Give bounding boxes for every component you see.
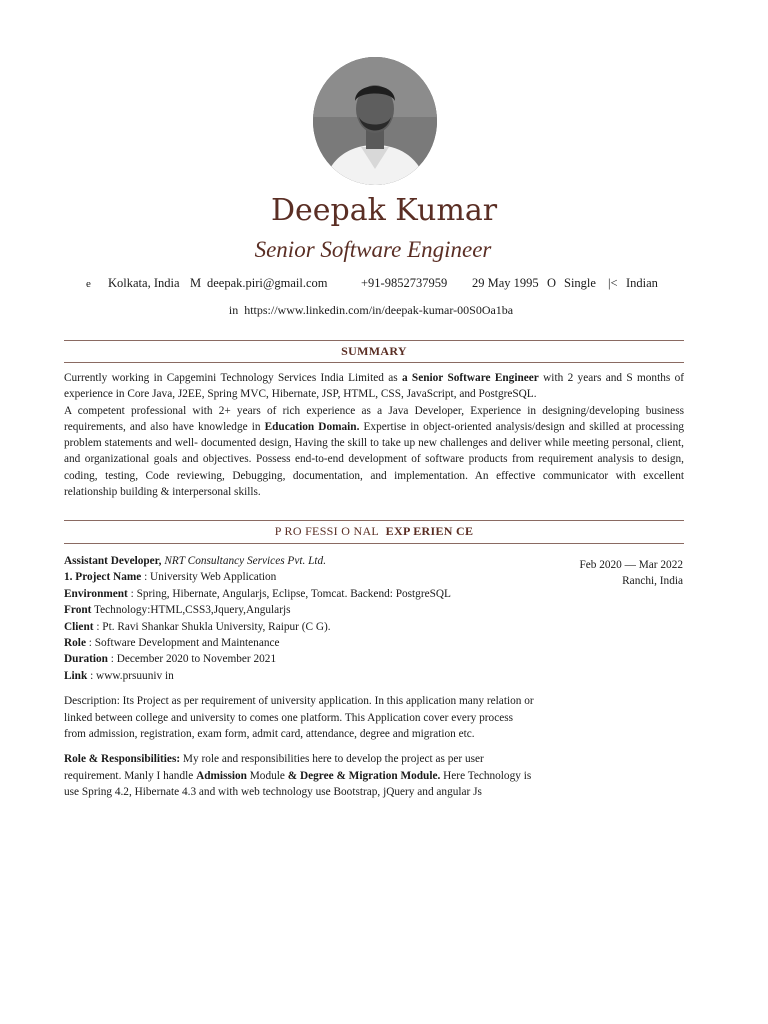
linkedin-row — [0, 303, 742, 318]
summary-emphasis: a Senior Software Engineer — [401, 372, 539, 384]
field-label: Role — [64, 637, 86, 650]
field-value: : University Web Application — [141, 571, 277, 584]
marital-icon: O — [547, 276, 557, 290]
summary-text: with 2 years and S months of experience in Core Java, J2EE, Spring MVC, Hibernate, JSP, HTML, CSS, JavaScript, and PostgreSQL. — [64, 372, 684, 401]
summary-section — [64, 370, 684, 500]
field-value: Module — [246, 769, 288, 782]
nationality-icon: |< — [608, 276, 618, 290]
duration-line — [64, 651, 534, 667]
front-line — [64, 602, 534, 618]
environment-line — [64, 586, 534, 602]
client-line — [64, 619, 534, 635]
experience-heading — [64, 524, 684, 539]
field-emphasis: Admission — [196, 769, 247, 782]
summary-bottom-rule — [64, 362, 684, 363]
phone-text: +91-9852737959 — [361, 276, 448, 290]
email-icon: M — [190, 276, 202, 290]
project-link[interactable]: : www.prsuuniv in — [87, 669, 174, 682]
position-title: Assistant Developer, — [64, 555, 162, 567]
profile-photo — [313, 57, 437, 185]
summary-heading: SUMMARY — [341, 344, 407, 358]
field-label: Role & Responsibilities: — [64, 753, 181, 766]
summary-paragraph-1 — [64, 370, 684, 403]
candidate-name: Deepak Kumar — [270, 193, 498, 228]
field-label: Environment — [64, 587, 128, 600]
location-text: Kolkata, India — [108, 276, 180, 290]
experience-dates: Feb 2020 — Mar 2022 — [579, 559, 683, 571]
nationality-text: Indian — [626, 276, 658, 290]
summary-text: A competent professional with 2+ years of rich experience as a Java Developer, Experience in designing/developing business requirements, and also have knowledge in — [64, 404, 684, 433]
responsibilities — [64, 751, 534, 800]
field-value: : Pt. Ravi Shankar Shukla University, Raipur (C G). — [93, 620, 331, 633]
project-description: Description: Its Project as per requirement of university application. In this application many relation or linked between college and university to comes one platform. This Application cover every process from admission, registration, exam form, admit card, attendance, degree and migration etc. — [64, 695, 534, 741]
field-value: Technology:HTML,CSS3,Jquery,Angularjs — [91, 604, 291, 617]
summary-paragraph-2 — [64, 403, 684, 501]
field-value: : Software Development and Maintenance — [85, 637, 280, 650]
experience-meta — [540, 557, 683, 590]
dob-text: 29 May 1995 — [472, 276, 539, 290]
candidate-title: Senior Software Engineer — [254, 237, 492, 262]
summary-emphasis: Education Domain. — [264, 420, 360, 433]
experience-heading-part: EXP ERIEN CE — [385, 524, 474, 538]
linkedin-link[interactable]: https://www.linkedin.com/in/deepak-kumar-00S0Oa1ba — [244, 303, 514, 317]
field-label: Link — [64, 669, 88, 682]
email-link[interactable]: deepak.piri@gmail.com — [207, 276, 328, 290]
summary-top-rule — [64, 340, 684, 341]
contact-row — [0, 276, 768, 296]
experience-heading-part: P RO FESSI O NAL — [274, 524, 380, 538]
field-value: : December 2020 to November 2021 — [107, 653, 277, 666]
field-emphasis: & Degree & Migration Module. — [287, 769, 441, 782]
field-label: Client — [64, 620, 94, 633]
field-label: 1. Project Name — [64, 571, 142, 584]
experience-place: Ranchi, India — [622, 575, 683, 588]
position-line — [64, 553, 534, 569]
field-label: Front — [64, 604, 92, 617]
field-value: Here Technology is use Spring 4.2, Hibernate 4.3 and with web technology use Bootstrap, jQuery and angular Js — [64, 769, 532, 799]
field-value: : Spring, Hibernate, Angularjs, Eclipse, Tomcat. Backend: PostgreSQL — [127, 587, 451, 600]
experience-top-rule — [64, 520, 684, 521]
field-value: My role and responsibilities here to develop the project as per user requirement. Manly I handle — [64, 753, 484, 782]
link-line — [64, 668, 534, 684]
project-line — [64, 569, 534, 585]
summary-text: Expertise in object-oriented analysis/design and skilled at processing problem statements and well- documented design, Having the skill to take up new challenges and deliver while meeting personal, client, and organizational goals and objectives. Possess end-to-end development of software products from requirement analysis to design, coding, testing, Code reviewing, Debugging, documentation, and implementation. An effective communicator with excellent relationship building & interpersonal skills. — [64, 420, 684, 499]
person-avatar-icon — [313, 57, 437, 185]
linkedin-icon: in — [228, 303, 239, 317]
marital-text: Single — [564, 276, 596, 290]
summary-text: Currently working in Capgemini Technology Services India Limited as — [64, 372, 402, 384]
company-name: NRT Consultancy Services Pvt. Ltd. — [164, 555, 327, 567]
location-icon: e — [86, 278, 91, 290]
field-label: Duration — [64, 653, 108, 666]
experience-entry — [64, 553, 534, 801]
experience-bottom-rule — [64, 543, 684, 544]
role-line — [64, 635, 534, 651]
